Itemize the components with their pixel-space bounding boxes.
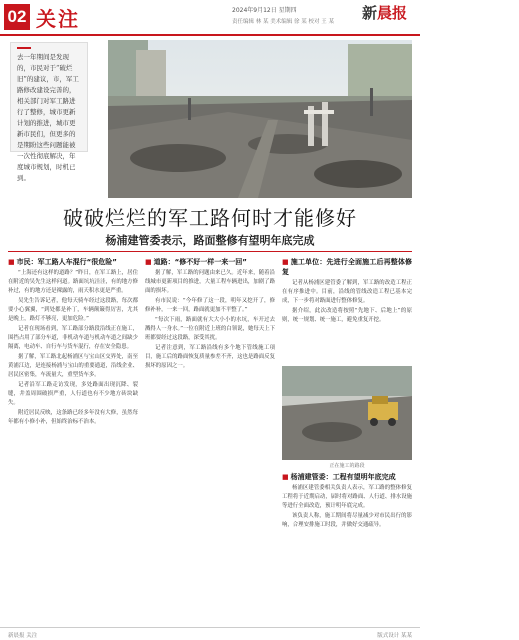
headline: 破破烂烂的军工路何时才能修好 (63, 206, 357, 230)
paragraph: 据了解，军工路的问题由来已久。近年来，随着沿线城市更新项目的推进，大量工程车辆进出，加剧了路面的损坏。 (145, 270, 275, 294)
road-illustration (108, 40, 412, 198)
paragraph: 据介绍，此次改造将按照“先地下、后地上”的原则，统一规划、统一施工，避免重复开挖。 (282, 308, 412, 323)
masthead (0, 0, 420, 36)
paragraph: “每次下雨，路面就有大大小小的水坑，车开过去溅得人一身水。”一位在附近上班的白领说，她每天上下班都要经过这段路，深受其扰。 (145, 317, 275, 341)
paragraph: 记者沿军工路走访发现，多处路面出现沉降、裂缝，井盖周围破损严重，人行道也有不少地方砖块缺失。 (8, 382, 138, 406)
article-column-1 (8, 255, 138, 428)
section-title: 关注 (36, 7, 80, 31)
page-number: 02 (4, 4, 30, 30)
paragraph: 有市民说：“今年修了这一段，明年又挖开了，修修补补，一来一回，路面就更加不平整了。” (145, 298, 275, 313)
bullet-icon: ■ (8, 258, 15, 266)
column-heading (8, 257, 138, 267)
page-footer (0, 627, 420, 640)
paragraph: 吴先生告诉记者，他每天骑车经过这段路，每次都要小心翼翼，“到处都是补丁，车辆颠簸得厉害，尤其是晚上，路灯不够亮，更加危险。” (8, 298, 138, 322)
paper-logo (362, 2, 407, 23)
paragraph: 杨浦区建管委相关负责人表示，军工路的整体修复工程将于近期启动，届时将对路面、人行道、排水设施等进行全面改造，预计明年底完成。 (282, 485, 412, 509)
column-heading (145, 257, 275, 267)
footer-right: 版式设计 某某 (377, 633, 412, 639)
bullet-icon: ■ (282, 258, 289, 266)
secondary-photo-caption: 正在施工的路段 (329, 463, 365, 469)
headline-rule (8, 251, 412, 252)
bullet-icon: ■ (282, 473, 289, 481)
lead-photo (108, 40, 518, 198)
pull-quote: 去一年期间是发现的，市民对于“破烂旧”的建议，市，军工路修改建设完善的，相关部门对军工路进行了整修，城市更新计划的推进，城市更新市民们，但更多的是期盼这些问题能被一次性彻底解决，年度城市规划，时机已到。 (10, 42, 88, 152)
article-column-2 (145, 255, 275, 372)
paragraph: 据了解，军工路北起杨浦区与宝山区交界处，南至黄浦江边，是连接杨浦与宝山的重要通道，沿线企业、居民区密集，车流量大，重型货车多。 (8, 354, 138, 378)
staff-line: 责任编辑 林 某 美术编辑 徐 某 校对 王 某 (232, 19, 334, 25)
column-heading-text: 杨浦建管委：工程有望明年底完成 (290, 473, 396, 481)
paragraph: “上海还有这样的道路？”昨日，在军工路上，居住在附近的吴先生这样问道。路面坑坑洼洼，有的地方修补过，有的地方还是裸露的，雨天积水更是严重。 (8, 270, 138, 294)
column-heading (282, 257, 412, 277)
issue-date: 2024年9月12日 星期四 (232, 7, 297, 14)
secondary-photo (282, 366, 412, 460)
construction-illustration (282, 366, 412, 460)
paragraph: 记者从杨浦区建管委了解到，军工路的改造工程正在有序推进中。目前，沿线的管线改造工程已基本完成，下一步将对路面进行整体修复。 (282, 280, 412, 304)
column-heading-text: 市民：军工路人车混行“很危险” (16, 258, 117, 266)
paragraph: 记者注意到，军工路沿线有多个地下管线施工项目，施工后的路面恢复质量参差不齐，这也是路面反复损坏的原因之一。 (145, 345, 275, 369)
paragraph: 记者在现场看到，军工路部分路段沿线正在施工，围挡占用了部分车道，非机动车道与机动车道之间缺少隔离，电动车、自行车与货车混行，存在安全隐患。 (8, 326, 138, 350)
column-heading-text: 道路：“修不好一样一来一回” (153, 258, 247, 266)
logo-prefix: 新 (362, 4, 378, 22)
paragraph: 该负责人称，施工期间将尽量减少对市民出行的影响，合理安排施工时段，并做好交通疏导。 (282, 513, 412, 528)
paragraph: 附近居民反映，这条路已经多年没有大修，虽然每年都有小修小补，但始终治标不治本。 (8, 410, 138, 425)
logo-suffix: 晨报 (377, 4, 408, 22)
bullet-icon: ■ (145, 258, 152, 266)
column-heading (282, 472, 412, 482)
article-column-3 (282, 255, 412, 326)
footer-left: 新晨报 关注 (8, 633, 38, 639)
subheadline: 杨浦建管委表示，路面整修有望明年底完成 (105, 234, 315, 247)
article-column-3-bottom (282, 470, 412, 531)
photo-credit: 破损的路面 记者 摄 (512, 86, 518, 134)
column-heading-text: 施工单位：先进行全面施工后再整体修复 (282, 258, 413, 276)
